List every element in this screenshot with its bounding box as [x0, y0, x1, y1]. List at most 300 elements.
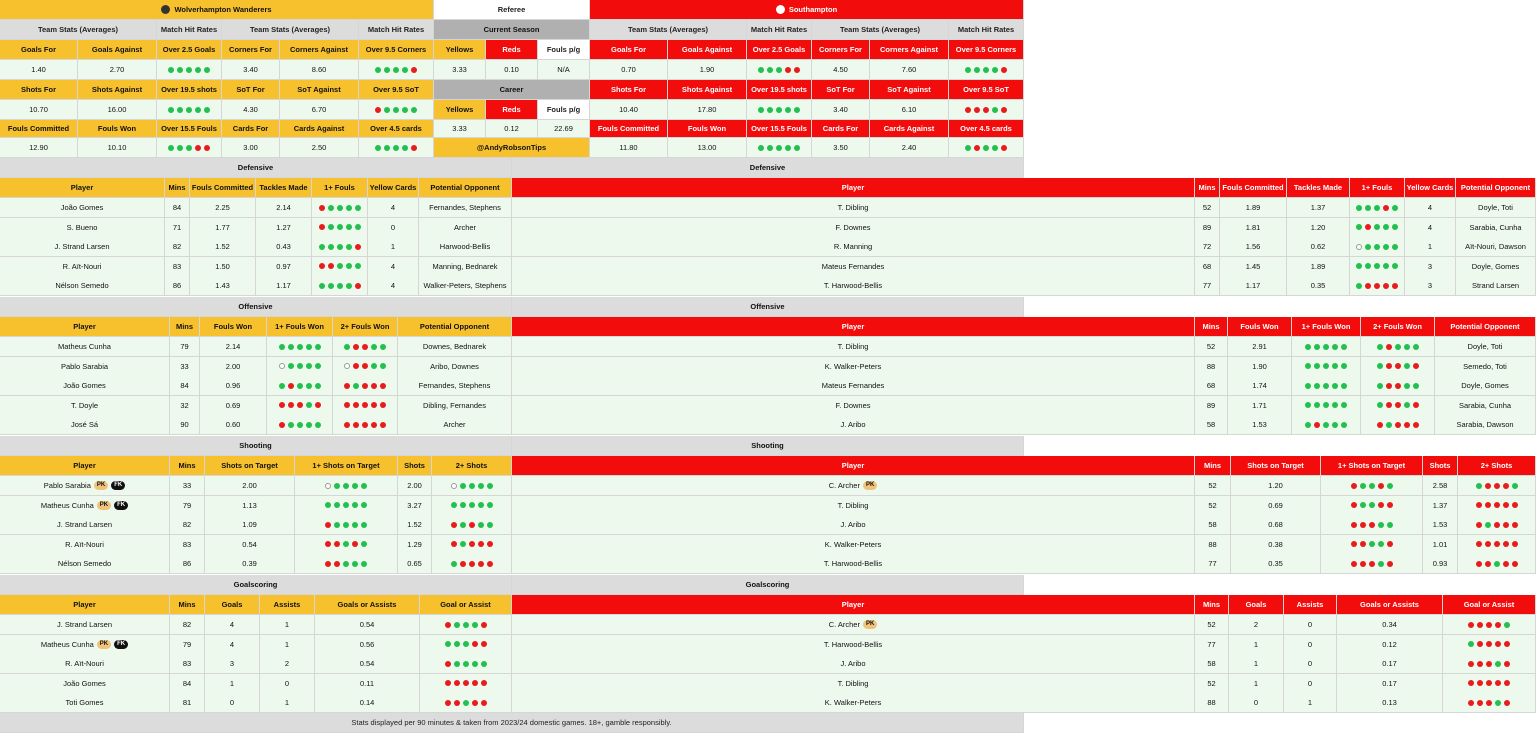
- miss-dot: [1503, 541, 1509, 547]
- hit-dot: [319, 244, 325, 250]
- home-label-corners_against: Corners Against: [280, 40, 359, 60]
- stat-value: 33: [182, 481, 192, 490]
- away-goalscoring-row2-col1: [1195, 654, 1229, 674]
- stat-value: 0.11: [359, 678, 375, 688]
- away-value-shots_for: 10.40: [590, 100, 668, 120]
- player-name: T. Dibling: [837, 203, 869, 212]
- miss-dot: [1486, 622, 1492, 628]
- hit-dot: [393, 107, 399, 113]
- home-shooting-row2-col4: [398, 515, 432, 535]
- hit-dot: [1341, 344, 1347, 350]
- home-goalscoring-row4-col5: [420, 693, 512, 713]
- away-defensive-row2-col5: [1405, 237, 1456, 257]
- miss-dot: [1477, 641, 1483, 647]
- hit-dot: [334, 483, 340, 489]
- away-goalscoring-row3-col5: [1443, 674, 1536, 694]
- miss-dot: [1386, 344, 1392, 350]
- away-goalscoring-row2-col0: [512, 654, 1195, 674]
- miss-dot: [1395, 363, 1401, 369]
- home-label-cards_for: Cards For: [222, 120, 280, 138]
- miss-dot: [487, 561, 493, 567]
- stat-value: 2: [284, 659, 290, 669]
- miss-dot: [1001, 67, 1007, 73]
- stat-value: 0.65: [407, 559, 422, 569]
- hit-dot: [487, 522, 493, 528]
- stat-value: 89: [1202, 222, 1212, 232]
- miss-dot: [355, 283, 361, 289]
- hit-dot: [1413, 383, 1419, 389]
- home-label-o95sot: Over 9.5 SoT: [359, 80, 434, 100]
- away-goalscoring-row1-col2: [1229, 635, 1284, 655]
- home-shooting-row0-col2: [205, 476, 295, 496]
- goalscoring-home-title: Goalscoring: [0, 575, 512, 595]
- hit-dot: [288, 422, 294, 428]
- hit-dot: [758, 67, 764, 73]
- home-offensive-row1-col3: [267, 357, 333, 377]
- away-offensive-row3-col5: [1435, 396, 1536, 416]
- away-defensive-row3-col6: [1456, 257, 1536, 277]
- miss-dot: [1512, 561, 1518, 567]
- miss-dot: [1001, 107, 1007, 113]
- home-shooting-row2-col0: [0, 515, 170, 535]
- home-defensive-row2-col4: [312, 237, 368, 257]
- hit-dot: [204, 107, 210, 113]
- miss-dot: [319, 263, 325, 269]
- home-shooting-row1-col0: [0, 496, 170, 516]
- miss-dot: [478, 561, 484, 567]
- stat-value: 58: [1207, 659, 1216, 669]
- hit-dot: [1341, 363, 1347, 369]
- stat-value: 0.35: [1310, 281, 1326, 291]
- home-offensive-col-3: 1+ Fouls Won: [267, 317, 333, 337]
- hit-dot: [472, 622, 478, 628]
- hit-dot: [297, 363, 303, 369]
- stat-value: 1: [1427, 242, 1433, 252]
- home-team-stats-header: Team Stats (Averages): [0, 20, 157, 40]
- career-header: Career: [434, 80, 590, 100]
- hit-dot: [1305, 383, 1311, 389]
- stat-value: 86: [172, 281, 182, 291]
- miss-dot: [1468, 622, 1474, 628]
- miss-dot: [1387, 561, 1393, 567]
- stat-value: 0.12: [1382, 639, 1397, 649]
- home-shooting-row4-col4: [398, 554, 432, 574]
- miss-dot: [353, 402, 359, 408]
- hit-dot: [186, 145, 192, 151]
- hit-dot: [1378, 561, 1384, 567]
- player-name: R. Aït-Nouri: [65, 539, 104, 549]
- miss-dot: [344, 402, 350, 408]
- miss-dot: [445, 700, 451, 706]
- miss-dot: [1395, 422, 1401, 428]
- stat-value: 84: [180, 381, 189, 391]
- miss-dot: [380, 383, 386, 389]
- stat-value: 52: [1208, 500, 1217, 510]
- home-value-cards_against: 2.50: [280, 138, 359, 158]
- miss-dot: [1485, 483, 1491, 489]
- away-offensive-row0-col4: [1361, 337, 1435, 357]
- hit-dot: [1323, 402, 1329, 408]
- player-name: T. Harwood-Bellis: [823, 559, 883, 569]
- pk-taker-badge: PK: [94, 481, 108, 490]
- hit-dot: [445, 641, 451, 647]
- defensive-away-title: Defensive: [512, 158, 1024, 178]
- miss-dot: [478, 541, 484, 547]
- player-name: Toti Gomes: [65, 698, 104, 708]
- miss-dot: [1351, 561, 1357, 567]
- miss-dot: [481, 700, 487, 706]
- away-goalscoring-col-2: Goals: [1229, 595, 1284, 615]
- home-goalscoring-row4-col4: [315, 693, 420, 713]
- player-name: J. Aribo: [840, 659, 866, 669]
- stat-value: 0.93: [1432, 559, 1448, 569]
- stat-value: 1.01: [1432, 539, 1448, 549]
- hit-dot: [1374, 244, 1380, 250]
- miss-dot: [1495, 641, 1501, 647]
- away-label-o45c: Over 4.5 cards: [949, 120, 1024, 138]
- stat-value: Dibling, Fernandes: [423, 400, 486, 410]
- hit-dot: [306, 363, 312, 369]
- stat-value: 52: [1207, 678, 1216, 688]
- home-defensive-row1-col0: [0, 218, 165, 238]
- away-label-fouls_won: Fouls Won: [668, 120, 747, 138]
- hit-dot: [325, 502, 331, 508]
- miss-dot: [325, 541, 331, 547]
- hit-dot: [352, 522, 358, 528]
- stat-value: 1: [1307, 698, 1313, 708]
- hit-dot: [1404, 383, 1410, 389]
- away-defensive-row1-col5: [1405, 218, 1456, 238]
- away-offensive-row4-col5: [1435, 415, 1536, 435]
- stat-value: Aribo, Downes: [430, 361, 479, 371]
- hit-dot: [1360, 483, 1366, 489]
- away-shooting-row0-col5: [1458, 476, 1536, 496]
- home-value-corners_for: 3.40: [222, 60, 280, 80]
- hit-dot: [1378, 522, 1384, 528]
- home-value-shots_for: 10.70: [0, 100, 78, 120]
- player-name: K. Walker-Peters: [824, 698, 882, 708]
- miss-dot: [1413, 363, 1419, 369]
- stat-value: 1.53: [1432, 520, 1448, 530]
- stat-value: 1.77: [215, 222, 230, 232]
- away-goalscoring-row1-col5: [1443, 635, 1536, 655]
- miss-dot: [1494, 502, 1500, 508]
- hit-dot: [1387, 483, 1393, 489]
- home-goalscoring-row0-col3: [260, 615, 315, 635]
- away-shooting-row3-col4: [1423, 535, 1458, 555]
- hit-dot: [776, 67, 782, 73]
- hit-dot: [1369, 541, 1375, 547]
- hit-dot: [337, 244, 343, 250]
- stat-value: Walker-Peters, Stephens: [423, 281, 507, 291]
- miss-dot: [1386, 363, 1392, 369]
- miss-dot: [1468, 700, 1474, 706]
- hit-dot: [195, 67, 201, 73]
- hit-dot: [1404, 402, 1410, 408]
- player-name: José Sá: [70, 420, 99, 430]
- home-defensive-col-3: Tackles Made: [256, 178, 312, 198]
- home-goalscoring-row4-col2: [205, 693, 260, 713]
- away-shooting-row1-col4: [1423, 496, 1458, 516]
- home-goalscoring-row3-col2: [205, 674, 260, 694]
- miss-dot: [1413, 422, 1419, 428]
- hit-dot: [1504, 622, 1510, 628]
- miss-dot: [353, 363, 359, 369]
- home-shooting-col-3: 1+ Shots on Target: [295, 456, 398, 476]
- miss-dot: [1503, 522, 1509, 528]
- home-defensive-row2-col1: [165, 237, 190, 257]
- miss-dot: [362, 363, 368, 369]
- miss-dot: [1495, 680, 1501, 686]
- hit-dot: [1495, 661, 1501, 667]
- home-shooting-row0-col1: [170, 476, 205, 496]
- no-data-dot: [1356, 244, 1362, 250]
- hit-dot: [1383, 224, 1389, 230]
- miss-dot: [1477, 680, 1483, 686]
- stat-value: Fernandes, Stephens: [418, 381, 491, 391]
- hit-dot: [186, 107, 192, 113]
- hit-dot: [361, 483, 367, 489]
- away-offensive-col-5: Potential Opponent: [1435, 317, 1536, 337]
- miss-dot: [1512, 522, 1518, 528]
- away-shooting-row4-col4: [1423, 554, 1458, 574]
- stat-value: 88: [1208, 539, 1217, 549]
- away-value-goals_against: 1.90: [668, 60, 747, 80]
- stat-value: 3: [229, 659, 235, 669]
- away-defensive-col-4: 1+ Fouls: [1350, 178, 1405, 198]
- miss-dot: [451, 522, 457, 528]
- away-defensive-col-3: Tackles Made: [1287, 178, 1350, 198]
- hit-dot: [1369, 502, 1375, 508]
- away-shooting-row2-col0: [512, 515, 1195, 535]
- away-shooting-row2-col3: [1321, 515, 1423, 535]
- away-shooting-row1-col3: [1321, 496, 1423, 516]
- hit-dot: [343, 483, 349, 489]
- home-offensive-row2-col5: [398, 376, 512, 396]
- away-offensive-row1-col0: [512, 357, 1195, 377]
- stat-value: 68: [1206, 381, 1216, 391]
- no-data-dot: [279, 363, 285, 369]
- away-goalscoring-row2-col5: [1443, 654, 1536, 674]
- home-defensive-row1-col4: [312, 218, 368, 238]
- away-shooting-row0-col0: [512, 476, 1195, 496]
- away-team-stats-header-2: Team Stats (Averages): [812, 20, 949, 40]
- hit-dot: [353, 383, 359, 389]
- away-label-o25g: Over 2.5 Goals: [747, 40, 812, 60]
- hit-dot: [460, 522, 466, 528]
- home-offensive-row1-col0: [0, 357, 170, 377]
- away-offensive-col-3: 1+ Fouls Won: [1292, 317, 1361, 337]
- stat-value: 1: [1253, 659, 1259, 669]
- hit-dot: [346, 263, 352, 269]
- ref-career-fouls-label: Fouls p/g: [538, 100, 590, 120]
- away-shooting-row4-col2: [1231, 554, 1321, 574]
- ref-current-reds: 0.10: [486, 60, 538, 80]
- stat-value: 0.96: [225, 381, 241, 391]
- player-name: R. Manning: [833, 242, 873, 252]
- hit-dot: [478, 522, 484, 528]
- fk-taker-badge: FK: [114, 640, 128, 649]
- home-goalscoring-row4-col3: [260, 693, 315, 713]
- stat-value: 0.14: [359, 698, 375, 708]
- fk-taker-badge: FK: [111, 481, 125, 490]
- miss-dot: [472, 680, 478, 686]
- hit-dot: [487, 502, 493, 508]
- home-shooting-row0-col3: [295, 476, 398, 496]
- hit-dot: [306, 402, 312, 408]
- miss-dot: [362, 344, 368, 350]
- away-shooting-row3-col2: [1231, 535, 1321, 555]
- home-shooting-row3-col5: [432, 535, 512, 555]
- hit-dot: [1332, 422, 1338, 428]
- stat-value: 84: [172, 203, 182, 212]
- home-offensive-col-1: Mins: [170, 317, 200, 337]
- home-label-fouls_won: Fouls Won: [78, 120, 157, 138]
- stat-value: 0.43: [276, 242, 291, 252]
- hit-dot: [346, 224, 352, 230]
- miss-dot: [325, 561, 331, 567]
- miss-dot: [411, 145, 417, 151]
- home-shooting-row2-col3: [295, 515, 398, 535]
- miss-dot: [334, 561, 340, 567]
- miss-dot: [965, 107, 971, 113]
- player-name: J. Strand Larsen: [56, 520, 113, 530]
- away-shooting-row1-col1: [1195, 496, 1231, 516]
- stat-value: Strand Larsen: [1471, 281, 1520, 291]
- miss-dot: [469, 522, 475, 528]
- player-name: R. Aït-Nouri: [62, 261, 102, 271]
- stat-value: Semedo, Toti: [1463, 361, 1507, 371]
- no-data-dot: [344, 363, 350, 369]
- home-offensive-row1-col5: [398, 357, 512, 377]
- player-name: Matheus Cunha: [40, 639, 94, 649]
- player-name: T. Harwood-Bellis: [823, 639, 883, 649]
- hit-dot: [343, 522, 349, 528]
- miss-dot: [411, 67, 417, 73]
- home-shooting-row1-col4: [398, 496, 432, 516]
- away-defensive-col-6: Potential Opponent: [1456, 178, 1536, 198]
- hit-dot: [1305, 402, 1311, 408]
- away-goalscoring-row0-col2: [1229, 615, 1284, 635]
- home-label-o45c: Over 4.5 cards: [359, 120, 434, 138]
- miss-dot: [469, 541, 475, 547]
- hit-dot: [411, 107, 417, 113]
- home-defensive-row0-col6: [419, 198, 512, 218]
- away-offensive-row4-col3: [1292, 415, 1361, 435]
- home-offensive-row2-col3: [267, 376, 333, 396]
- home-offensive-row3-col4: [333, 396, 398, 416]
- home-defensive-col-5: Yellow Cards: [368, 178, 419, 198]
- hit-dot: [337, 283, 343, 289]
- home-defensive-col-6: Potential Opponent: [419, 178, 512, 198]
- hit-dot: [315, 344, 321, 350]
- away-value-o195s: [747, 100, 812, 120]
- away-defensive-row1-col0: [512, 218, 1195, 238]
- away-defensive-row0-col1: [1195, 198, 1220, 218]
- stat-value: 1.27: [276, 222, 291, 232]
- home-shooting-col-4: Shots: [398, 456, 432, 476]
- hit-dot: [328, 244, 334, 250]
- away-goalscoring-row4-col3: [1284, 693, 1337, 713]
- home-value-fouls_comm: 12.90: [0, 138, 78, 158]
- away-label-o195s: Over 19.5 shots: [747, 80, 812, 100]
- hit-dot: [983, 145, 989, 151]
- stat-value: 1.52: [215, 242, 230, 252]
- stat-value: 83: [172, 261, 182, 271]
- stat-value: 2.00: [407, 481, 422, 490]
- away-shooting-col-1: Mins: [1195, 456, 1231, 476]
- miss-dot: [1374, 283, 1380, 289]
- hit-dot: [767, 67, 773, 73]
- hit-dot: [463, 661, 469, 667]
- miss-dot: [1504, 700, 1510, 706]
- hit-dot: [487, 483, 493, 489]
- home-defensive-row3-col5: [368, 257, 419, 277]
- stat-value: 1: [284, 698, 290, 708]
- stat-value: 0.17: [1382, 659, 1397, 669]
- hit-dot: [974, 67, 980, 73]
- hit-dot: [1323, 363, 1329, 369]
- home-goalscoring-row0-col2: [205, 615, 260, 635]
- stat-value: 2.00: [242, 481, 257, 490]
- miss-dot: [1378, 502, 1384, 508]
- stat-value: 58: [1208, 520, 1217, 530]
- away-goalscoring-row4-col1: [1195, 693, 1229, 713]
- home-value-o195s: [157, 100, 222, 120]
- home-defensive-row3-col0: [0, 257, 165, 277]
- stat-value: 1.20: [1310, 222, 1326, 232]
- miss-dot: [1485, 541, 1491, 547]
- stat-value: 82: [182, 620, 192, 629]
- ref-career-fouls: 22.69: [538, 120, 590, 138]
- hit-dot: [352, 561, 358, 567]
- miss-dot: [1386, 383, 1392, 389]
- stat-value: Archer: [453, 222, 477, 232]
- hit-dot: [1383, 244, 1389, 250]
- home-label-cards_against: Cards Against: [280, 120, 359, 138]
- miss-dot: [1476, 502, 1482, 508]
- hit-dot: [1332, 383, 1338, 389]
- hit-dot: [1332, 363, 1338, 369]
- hit-dot: [794, 145, 800, 151]
- home-offensive-row1-col1: [170, 357, 200, 377]
- miss-dot: [1494, 541, 1500, 547]
- away-goalscoring-row4-col0: [512, 693, 1195, 713]
- miss-dot: [1477, 622, 1483, 628]
- home-goalscoring-col-2: Goals: [205, 595, 260, 615]
- home-shooting-row3-col1: [170, 535, 205, 555]
- stat-value: 1.89: [1245, 203, 1261, 212]
- away-shooting-row1-col2: [1231, 496, 1321, 516]
- home-goalscoring-row2-col5: [420, 654, 512, 674]
- home-offensive-row3-col5: [398, 396, 512, 416]
- miss-dot: [451, 541, 457, 547]
- home-goalscoring-col-0: Player: [0, 595, 170, 615]
- player-name: João Gomes: [63, 678, 106, 688]
- stat-value: 79: [182, 639, 192, 649]
- home-goalscoring-row3-col3: [260, 674, 315, 694]
- home-defensive-row0-col3: [256, 198, 312, 218]
- away-defensive-row1-col3: [1287, 218, 1350, 238]
- home-value-cards_for: 3.00: [222, 138, 280, 158]
- away-offensive-row0-col1: [1195, 337, 1228, 357]
- hit-dot: [1512, 483, 1518, 489]
- away-defensive-row2-col1: [1195, 237, 1220, 257]
- stat-value: 79: [182, 500, 192, 510]
- away-defensive-row0-col0: [512, 198, 1195, 218]
- home-defensive-row1-col2: [190, 218, 256, 238]
- stat-value: 0: [1307, 659, 1313, 669]
